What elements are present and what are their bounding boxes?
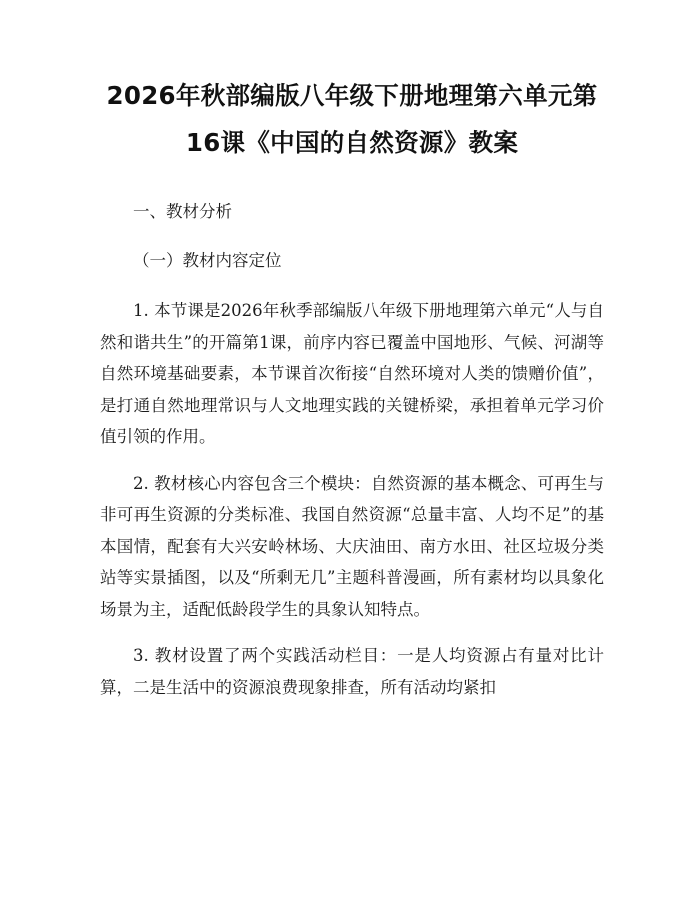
- paragraph-1: 1. 本节课是2026年秋季部编版八年级下册地理第六单元“人与自然和谐共生”的开篇第1课，前序内容已覆盖中国地形、气候、河湖等自然环境基础要素，本节课首次衔接“自然环境对人类的馈赠价值”，是打通自然地理常识与人文地理实践的关键桥梁，承担着单元学习价值引领的作用。: [100, 301, 604, 446]
- document-title: [100, 72, 604, 166]
- title-line-1: 2026年秋部编版八年级下册地理第六单元第: [106, 81, 598, 110]
- paragraph-3: 3. 教材设置了两个实践活动栏目：一是人均资源占有量对比计算，二是生活中的资源浪费现象排查，所有活动均紧扣: [100, 646, 604, 697]
- title-line-2: 16课《中国的自然资源》教案: [185, 128, 519, 157]
- section-heading: 一、教材分析: [133, 202, 232, 221]
- paragraph-2: 2. 教材核心内容包含三个模块：自然资源的基本概念、可再生与非可再生资源的分类标准、我国自然资源“总量丰富、人均不足”的基本国情，配套有大兴安岭林场、大庆油田、南方水田、社区垃圾分类站等实景插图，以及“所剩无几”主题科普漫画，所有素材均以具象化场景为主，适配低龄段学生的具象认知特点。: [100, 473, 604, 619]
- subsection-heading: （一）教材内容定位: [133, 251, 282, 270]
